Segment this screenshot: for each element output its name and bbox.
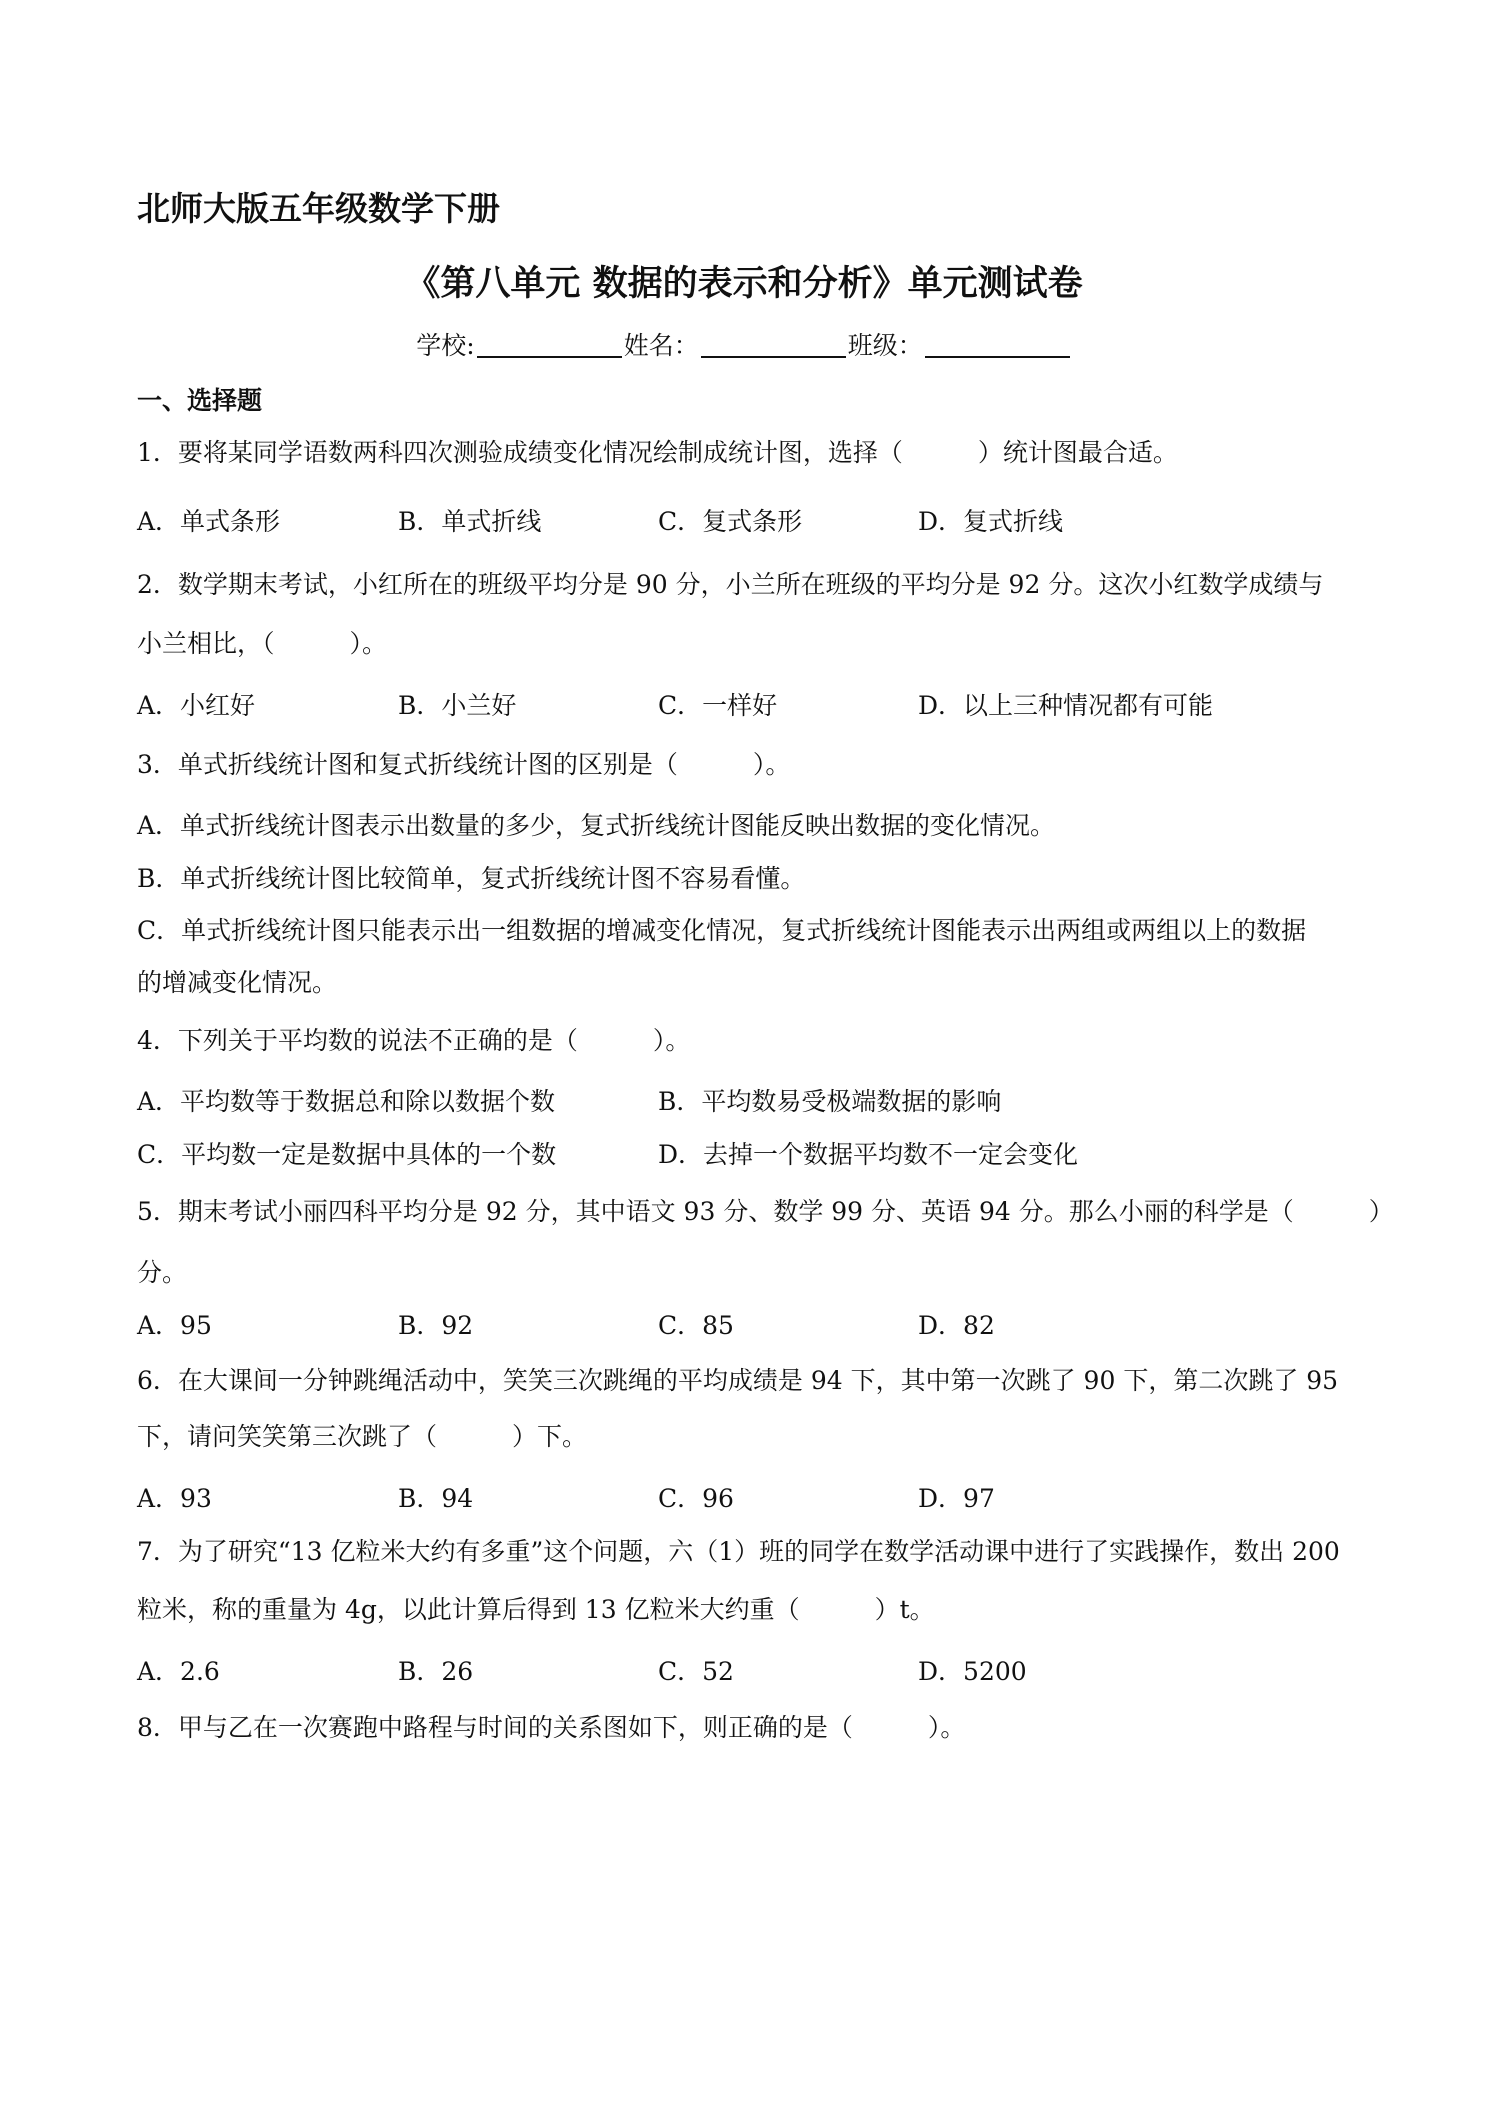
question-1-option-b[interactable]: B．单式折线 [398,507,542,536]
question-7-text-line-2: 粒米，称的重量为 4g，以此计算后得到 13 亿粒米大约重（ ）t。 [137,1595,935,1624]
question-2-option-b[interactable]: B．小兰好 [398,691,517,720]
section-title: 一、选择题 [137,386,263,415]
name-blank[interactable] [701,330,846,358]
question-1-option-d[interactable]: D．复式折线 [918,507,1064,536]
question-3-option-c[interactable]: C．单式折线统计图只能表示出一组数据的增减变化情况，复式折线统计图能表示出两组或两组以上的数据 [137,916,1307,945]
question-5-option-d[interactable]: D．82 [918,1311,995,1340]
question-2-option-c[interactable]: C．一样好 [658,691,778,720]
question-3-option-c-continued: 的增减变化情况。 [137,968,338,997]
question-7-option-a[interactable]: A．2.6 [137,1657,220,1686]
question-4-option-c[interactable]: C．平均数一定是数据中具体的一个数 [137,1140,557,1169]
question-6-text-line-2: 下，请问笑笑第三次跳了（ ）下。 [137,1422,588,1451]
question-7-option-d[interactable]: D．5200 [918,1657,1027,1686]
question-4-option-d[interactable]: D．去掉一个数据平均数不一定会变化 [658,1140,1079,1169]
question-8-text: 8．甲与乙在一次赛跑中路程与时间的关系图如下，则正确的是（ ）。 [137,1713,966,1742]
school-label: 学校: [416,331,475,360]
name-label: 姓名： [623,331,699,360]
page-title: 北师大版五年级数学下册 [137,189,500,228]
question-5-text-line-2: 分。 [137,1258,188,1287]
question-3-option-a[interactable]: A．单式折线统计图表示出数量的多少，复式折线统计图能反映出数据的变化情况。 [137,811,1056,840]
question-6-option-b[interactable]: B．94 [398,1484,474,1513]
question-6-text-line-1: 6．在大课间一分钟跳绳活动中，笑笑三次跳绳的平均成绩是 94 下，其中第一次跳了 90 下，第二次跳了 95 [137,1366,1339,1395]
question-4-text: 4．下列关于平均数的说法不正确的是（ ）。 [137,1026,691,1055]
question-2-option-d[interactable]: D．以上三种情况都有可能 [918,691,1214,720]
question-7-text-line-1: 7．为了研究“13 亿粒米大约有多重”这个问题，六（1）班的同学在数学活动课中进行了实践操作，数出 200 [137,1537,1340,1566]
question-6-option-d[interactable]: D．97 [918,1484,995,1513]
question-7-option-b[interactable]: B．26 [398,1657,474,1686]
question-5-option-b[interactable]: B．92 [398,1311,474,1340]
question-1-option-c[interactable]: C．复式条形 [658,507,803,536]
question-1-option-a[interactable]: A．单式条形 [137,507,281,536]
question-4-option-b[interactable]: B．平均数易受极端数据的影响 [658,1087,1002,1116]
student-info-line [0,326,1488,362]
question-3-option-b[interactable]: B．单式折线统计图比较简单，复式折线统计图不容易看懂。 [137,864,806,893]
question-2-text-line-1: 2．数学期末考试，小红所在的班级平均分是 90 分，小兰所在班级的平均分是 92 分。这次小红数学成绩与 [137,570,1324,599]
question-5-text-line-1: 5．期末考试小丽四科平均分是 92 分，其中语文 93 分、数学 99 分、英语 94 分。那么小丽的科学是（ ） [137,1197,1394,1226]
question-1-text: 1．要将某同学语数两科四次测验成绩变化情况绘制成统计图，选择（ ）统计图最合适。 [137,438,1178,467]
question-6-option-c[interactable]: C．96 [658,1484,734,1513]
class-label: 班级： [847,331,923,360]
question-2-text-line-2: 小兰相比，（ ）。 [137,629,388,658]
school-blank[interactable] [477,330,622,358]
class-blank[interactable] [925,330,1070,358]
question-5-option-c[interactable]: C．85 [658,1311,734,1340]
question-3-text: 3．单式折线统计图和复式折线统计图的区别是（ ）。 [137,750,791,779]
question-6-option-a[interactable]: A．93 [137,1484,212,1513]
question-4-option-a[interactable]: A．平均数等于数据总和除以数据个数 [137,1087,556,1116]
question-2-option-a[interactable]: A．小红好 [137,691,256,720]
page-subtitle: 《第八单元 数据的表示和分析》单元测试卷 [405,264,1083,304]
question-5-option-a[interactable]: A．95 [137,1311,212,1340]
question-7-option-c[interactable]: C．52 [658,1657,734,1686]
